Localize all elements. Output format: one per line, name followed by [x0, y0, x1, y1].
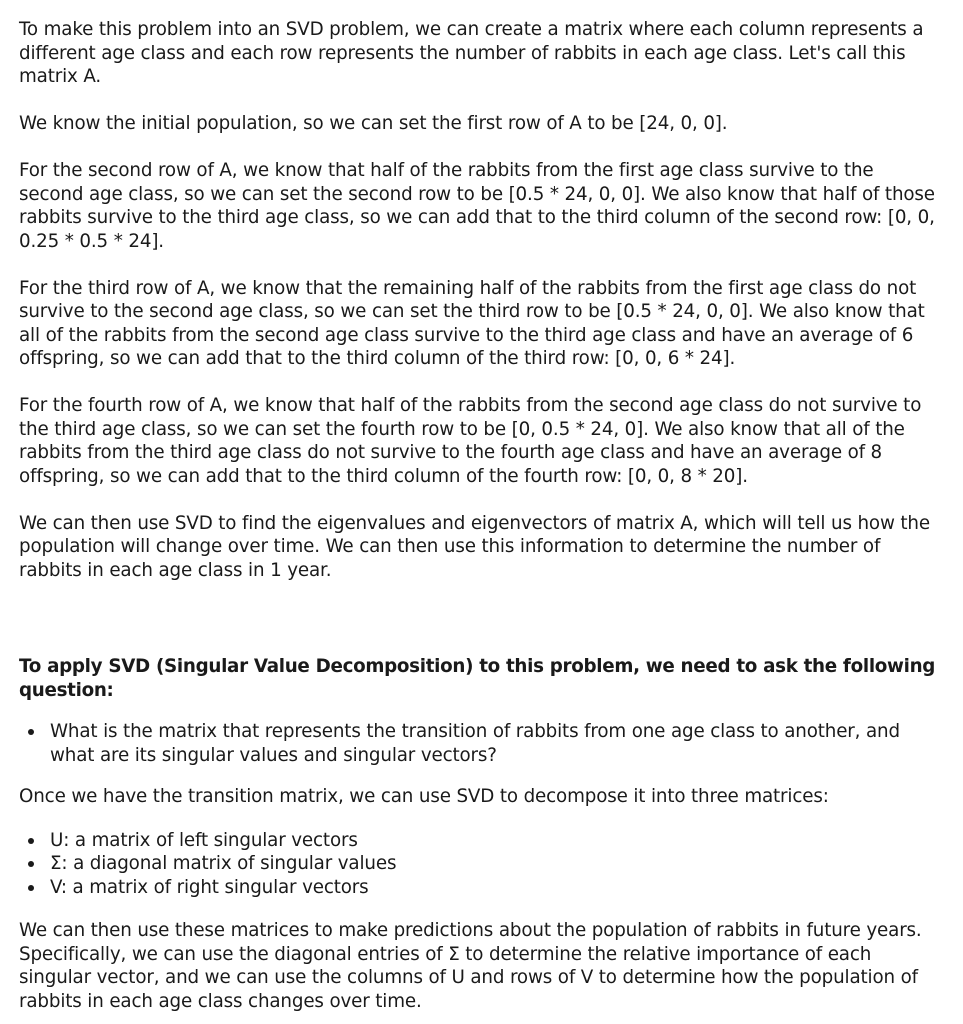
- paragraph-fourth-row: For the fourth row of A, we know that half of the rabbits from the second age class do not survive to the third age class, so we can set the fourth row to be [0, 0.5 * 24, 0]. We also know that all of the rabbits from the third age class do not survive to the fourth age class and have an average of 8 offspring, so we can add that to the third column of the fourth row: [0, 0, 8 * 20].: [19, 395, 922, 487]
- paragraph-third-row: For the third row of A, we know that the remaining half of the rabbits from the first age class do not survive to the second age class, so we can set the third row to be [0.5 * 24, 0, 0]. We also know that all of the rabbits from the second age class survive to the third age class and have an average of 6 offspring, so we can add that to the third column of the third row: [0, 0, 6 * 24].: [19, 277, 925, 369]
- list-item: Σ: a diagonal matrix of singular values: [19, 852, 943, 876]
- question-list: [19, 720, 943, 767]
- list-item: What is the matrix that represents the transition of rabbits from one age class to another, and what are its singular values and singular vectors?: [19, 720, 943, 767]
- paragraph-second-row: For the second row of A, we know that half of the rabbits from the first age class survive to the second age class, so we can set the second row to be [0.5 * 24, 0, 0]. We also know that half of those rabbits survive to the third age class, so we can add that to the third column of the second row: [0, 0, 0.25 * 0.5 * 24].: [19, 160, 935, 252]
- paragraph-decompose-intro: Once we have the transition matrix, we can use SVD to decompose it into three matrices:: [19, 786, 829, 807]
- list-item: V: a matrix of right singular vectors: [19, 876, 943, 900]
- list-item: U: a matrix of left singular vectors: [19, 829, 943, 853]
- paragraph-first-row: We know the initial population, so we can set the first row of A to be [24, 0, 0].: [19, 113, 728, 134]
- paragraph-svd-usage: We can then use SVD to find the eigenvalues and eigenvectors of matrix A, which will tell us how the population will change over time. We can then use this information to determine the number of rabbits in each age class in 1 year.: [19, 512, 930, 581]
- matrix-list: [19, 829, 943, 900]
- paragraph-conclusion: We can then use these matrices to make predictions about the population of rabbits in future years. Specifically, we can use the diagonal entries of Σ to determine the relative importance of each singular vector, and we can use the columns of U and rows of V to determine how the population of rabbits in each age class changes over time.: [19, 920, 922, 1012]
- section-heading: To apply SVD (Singular Value Decomposition) to this problem, we need to ask the following question:: [19, 656, 936, 701]
- paragraph-matrix-setup: To make this problem into an SVD problem, we can create a matrix where each column represents a different age class and each row represents the number of rabbits in each age class. Let's call this matrix A.: [19, 19, 924, 87]
